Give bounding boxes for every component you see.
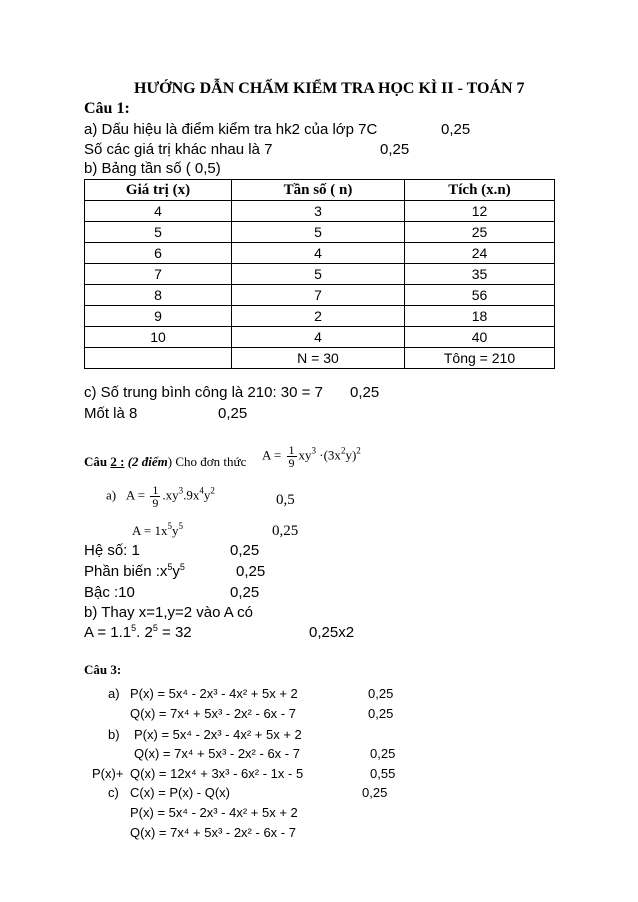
frequency-table <box>84 179 555 369</box>
table-cell: 4 <box>232 327 405 348</box>
q3-line-expr: Q(x) = 7x⁴ + 5x³ - 2x² - 6x - 7 <box>130 706 296 721</box>
table-header: Tích (x.n) <box>405 180 555 201</box>
q3-line-score: 0,25 <box>370 746 396 761</box>
table-cell: 9 <box>85 306 232 327</box>
q3-line-expr: P(x) = 5x⁴ - 2x³ - 4x² + 5x + 2 <box>134 727 302 742</box>
fraction-one-ninth <box>287 444 297 469</box>
table-row <box>85 222 555 243</box>
q1-count-text: Số các giá trị khác nhau là 7 <box>84 141 273 158</box>
table-row <box>85 201 555 222</box>
q3-line-expr: Q(x) = 7x⁴ + 5x³ - 2x² - 6x - 7 <box>134 746 300 761</box>
table-cell: N = 30 <box>232 348 405 369</box>
table-cell: 7 <box>85 264 232 285</box>
table-cell: 5 <box>232 264 405 285</box>
q1-b-text: b) Bảng tần số ( 0,5) <box>84 160 221 177</box>
q2-heading-number: 2 : <box>110 454 125 469</box>
q1-c-text: c) Số trung bình công là 210: 30 = 7 <box>84 384 323 401</box>
q3-line-expr: P(x) = 5x⁴ - 2x³ - 4x² + 5x + 2 <box>130 686 298 701</box>
table-header: Tần số ( n) <box>232 180 405 201</box>
q2-a2-formula: $A = 1x^5y^5$ <box>132 521 184 538</box>
table-cell: Tông = 210 <box>405 348 555 369</box>
table-cell: 24 <box>405 243 555 264</box>
q3-line-expr: P(x) = 5x⁴ - 2x³ - 4x² + 5x + 2 <box>130 805 298 820</box>
q3-line-expr: C(x) = P(x) - Q(x) <box>130 785 231 800</box>
q1-a-text: a) Dấu hiệu là điểm kiểm tra hk2 của lớp 7C <box>84 121 378 138</box>
q2-deg-text: Bậc :10 <box>84 584 135 601</box>
q2-b-calc: $A = 1.1^5$. $2^5 = 32$ <box>84 623 192 641</box>
b-calc-part: . 2 <box>136 624 153 641</box>
fraction-denominator: 9 <box>288 456 295 470</box>
table-cell <box>85 348 232 369</box>
q3-line-score: 0,55 <box>370 766 396 781</box>
table-row <box>85 243 555 264</box>
q3-line-label: b) <box>108 727 120 742</box>
q3-line-score: 0,25 <box>368 706 394 721</box>
table-total-row <box>85 348 555 369</box>
fraction-numerator: 1 <box>288 443 295 457</box>
table-cell: 2 <box>232 306 405 327</box>
q3-line-expr: Q(x) = 7x⁴ + 5x³ - 2x² - 6x - 7 <box>130 825 296 840</box>
q2-points: (2 điểm <box>127 454 168 469</box>
table-cell: 8 <box>85 285 232 306</box>
b-calc-part: = 32 <box>157 624 192 641</box>
q2-b-text: b) Thay x=1,y=2 vào A có <box>84 604 253 621</box>
table-cell: 25 <box>405 222 555 243</box>
q2-b-score: 0,25x2 <box>309 624 355 641</box>
fraction-numerator: 1 <box>152 483 159 497</box>
q1-a-score: 0,25 <box>441 121 471 138</box>
table-row <box>85 264 555 285</box>
table-cell: 35 <box>405 264 555 285</box>
q3-line-label: P(x)+ <box>92 766 124 781</box>
table-cell: 3 <box>232 201 405 222</box>
table-cell: 5 <box>85 222 232 243</box>
q2-var-text: Phần biến :x <box>84 563 168 580</box>
table-header-row <box>85 180 555 201</box>
q1-mode-score: 0,25 <box>218 405 248 422</box>
q2-heading: Câu <box>84 454 108 469</box>
q3-heading: Câu 3: <box>84 662 122 677</box>
q3-line-score: 0,25 <box>362 785 388 800</box>
table-row <box>85 285 555 306</box>
table-cell: 7 <box>232 285 405 306</box>
q3-line-label: a) <box>108 686 120 701</box>
q2-intro: ) Cho đơn thức <box>167 454 247 469</box>
q3-line-expr: Q(x) = 12x⁴ + 3x³ - 6x² - 1x - 5 <box>130 766 304 781</box>
q2-coef-text: Hệ số: 1 <box>84 542 140 559</box>
q1-mode-text: Mốt là 8 <box>84 405 138 422</box>
fraction-denominator: 9 <box>152 496 159 510</box>
page-title: HƯỚNG DẪN CHẤM KIỂM TRA HỌC KÌ II - TOÁN 7 <box>134 80 525 97</box>
q2-a-formula: a) A = $\frac{1}{9}$ $.xy^3.9x^4y^2$ <box>106 483 215 510</box>
q3-line-score: 0,25 <box>368 686 394 701</box>
b-calc-part: A = 1.1 <box>84 624 132 641</box>
q2-var-score: 0,25 <box>236 563 266 580</box>
table-row <box>85 306 555 327</box>
table-cell: 18 <box>405 306 555 327</box>
table-header: Giá trị (x) <box>85 180 232 201</box>
q2-heading-line <box>84 454 246 470</box>
q1-c-score: 0,25 <box>350 384 380 401</box>
table-cell: 5 <box>232 222 405 243</box>
q2-coef-score: 0,25 <box>230 542 260 559</box>
table-cell: 12 <box>405 201 555 222</box>
table-cell: 40 <box>405 327 555 348</box>
fraction-one-ninth <box>150 484 160 509</box>
q2-a2-score: 0,25 <box>272 523 299 539</box>
formula-xy: xy <box>298 447 312 463</box>
q2-a-score: 0,5 <box>276 492 295 508</box>
table-cell: 56 <box>405 285 555 306</box>
table-cell: 6 <box>85 243 232 264</box>
table-cell: 4 <box>85 201 232 222</box>
q3-line-label: c) <box>108 785 119 800</box>
q1-count-score: 0,25 <box>380 141 410 158</box>
q2-deg-score: 0,25 <box>230 584 260 601</box>
table-cell: 4 <box>232 243 405 264</box>
q2-a-label: a) <box>106 487 117 503</box>
table-cell: 10 <box>85 327 232 348</box>
formula-lhs: A = <box>262 447 282 463</box>
q1-heading: Câu 1: <box>84 100 130 117</box>
q2-formula: A = $\frac{1}{9}$ $xy^3 \cdot(3x^2y)^2$ <box>262 443 361 470</box>
q2-var-line: Phần biến $:x^5y^5$ <box>84 562 185 580</box>
table-row <box>85 327 555 348</box>
